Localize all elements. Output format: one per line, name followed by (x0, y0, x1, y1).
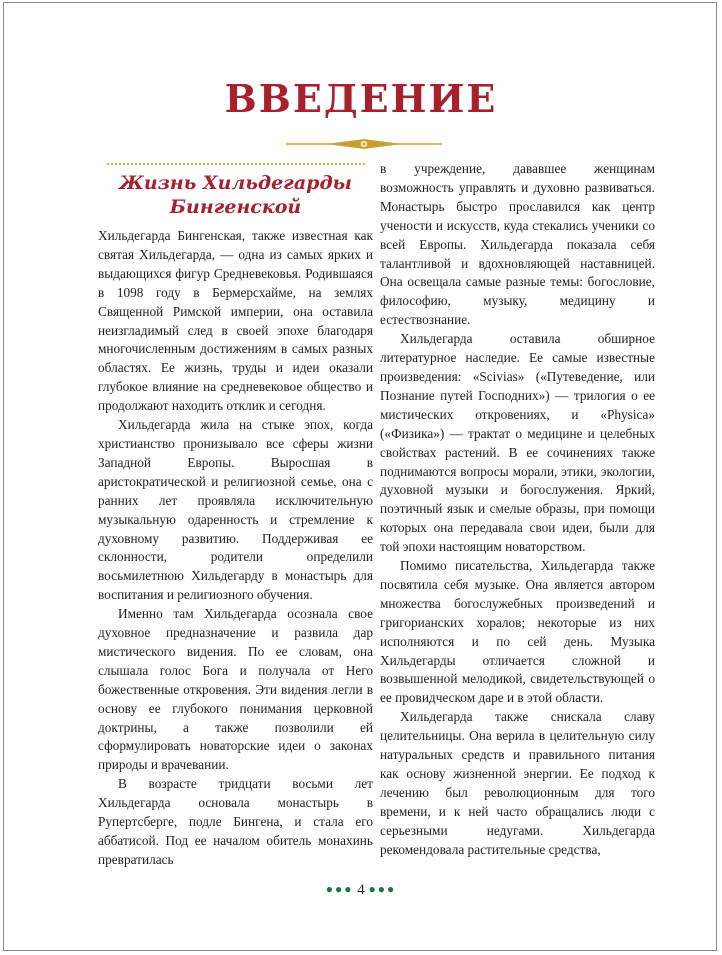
page-footer (0, 882, 722, 899)
paragraph: В возрасте тридцати восьми лет Хильдегарда основала монастырь в Рупертсберге, подле Бингена, и стала его аббатисой. Под ее началом обитель монахинь превратилась (98, 776, 373, 867)
footer-dots-left: ●●● (325, 882, 354, 896)
paragraph: Хильдегарда оставила обширное литературное наследие. Ее самые известные произведения: «Scivias» («Путеведение, или Познание путей Господних») — трилогия о ее мистических откровениях, и «Physica» («Физика») — трактат о медицине и целебных свойствах растений. В ее сочинениях также поднимаются вопросы морали, этики, экологии, духовной музыки и богослужения. Яркий, поэтичный язык и смелые образы, при помощи которых она передавала свои идеи, были для той эпохи настоящим новаторством. (380, 331, 655, 555)
section-heading (98, 163, 373, 219)
paragraph: Хильдегарда Бингенская, также известная как святая Хильдегарда, — одна из самых ярких и выдающихся фигур Средневековья. Родившаяся в 1098 году в Бермерсхайме, на землях Священной Римской империи, она оставила неизгладимый след в своей эпохе благодаря многочисленным достижениям в самых разных областях. Ее жизнь, труды и идеи оказали глубокое влияние на средневековое общество и продолжают находить отклик и сегодня. (98, 228, 373, 414)
right-column (380, 160, 655, 860)
title-ornament (286, 137, 442, 151)
footer-dots-right: ●●● (368, 882, 397, 896)
page-number: 4 (357, 882, 365, 898)
left-paragraphs (98, 227, 373, 870)
paragraph: Хильдегарда также снискала славу целительницы. Она верила в целительную силу натуральных средств и правильного питания как основу жизненной энергии. Ее подход к лечению был революционным для того времени, и к ней часто обращались люди с серьезными недугами. Хильдегарда рекомендовала растительные средства, (380, 709, 655, 857)
dotted-rule (106, 163, 365, 165)
left-column (98, 160, 373, 870)
paragraph: Хильдегарда жила на стыке эпох, когда христианство пронизывало все сферы жизни Западной Европы. Выросшая в аристократической и религиозной семье, она с ранних лет проявляла исключительную музыкальную одаренность и стремление к духовному развитию. Поддерживая ее склонности, родители определили восьмилетнюю Хильдегарду в монастырь для воспитания и религиозного обучения. (98, 417, 373, 603)
right-paragraphs (380, 160, 655, 860)
paragraph: Именно там Хильдегарда осознала свое духовное предназначение и развила дар мистического видения. По ее словам, она слышала голос Бога и получала от Него божественные откровения. Эти видения легли в основу ее глубокого понимания церковной доктрины, а также позволили ей сформулировать новаторские идеи о законах природы и врачевании. (98, 606, 373, 773)
section-title: Жизнь Хильдегарды Бингенской (119, 172, 352, 218)
paragraph: Помимо писательства, Хильдегарда также посвятила себя музыке. Она является автором множества богослужебных произведений и григорианских хоралов; некоторые из них исполняются и по сей день. Музыка Хильдегарды отличается сложной и возвышенной мелодикой, свидетельствующей о ее провидческом даре и в этой области. (380, 558, 655, 706)
paragraph: в учреждение, дававшее женщинам возможность управлять и духовно развиваться. Монастырь быстро прославился как центр учености и искусств, куда стекались ученики со всей Европы. Хильдегарда показала себя талантливой и вдохновляющей наставницей. Она освещала самые разные темы: богословие, философию, музыку, медицину и естествознание. (380, 161, 655, 328)
chapter-title: ВВЕДЕНИЕ (224, 76, 498, 121)
